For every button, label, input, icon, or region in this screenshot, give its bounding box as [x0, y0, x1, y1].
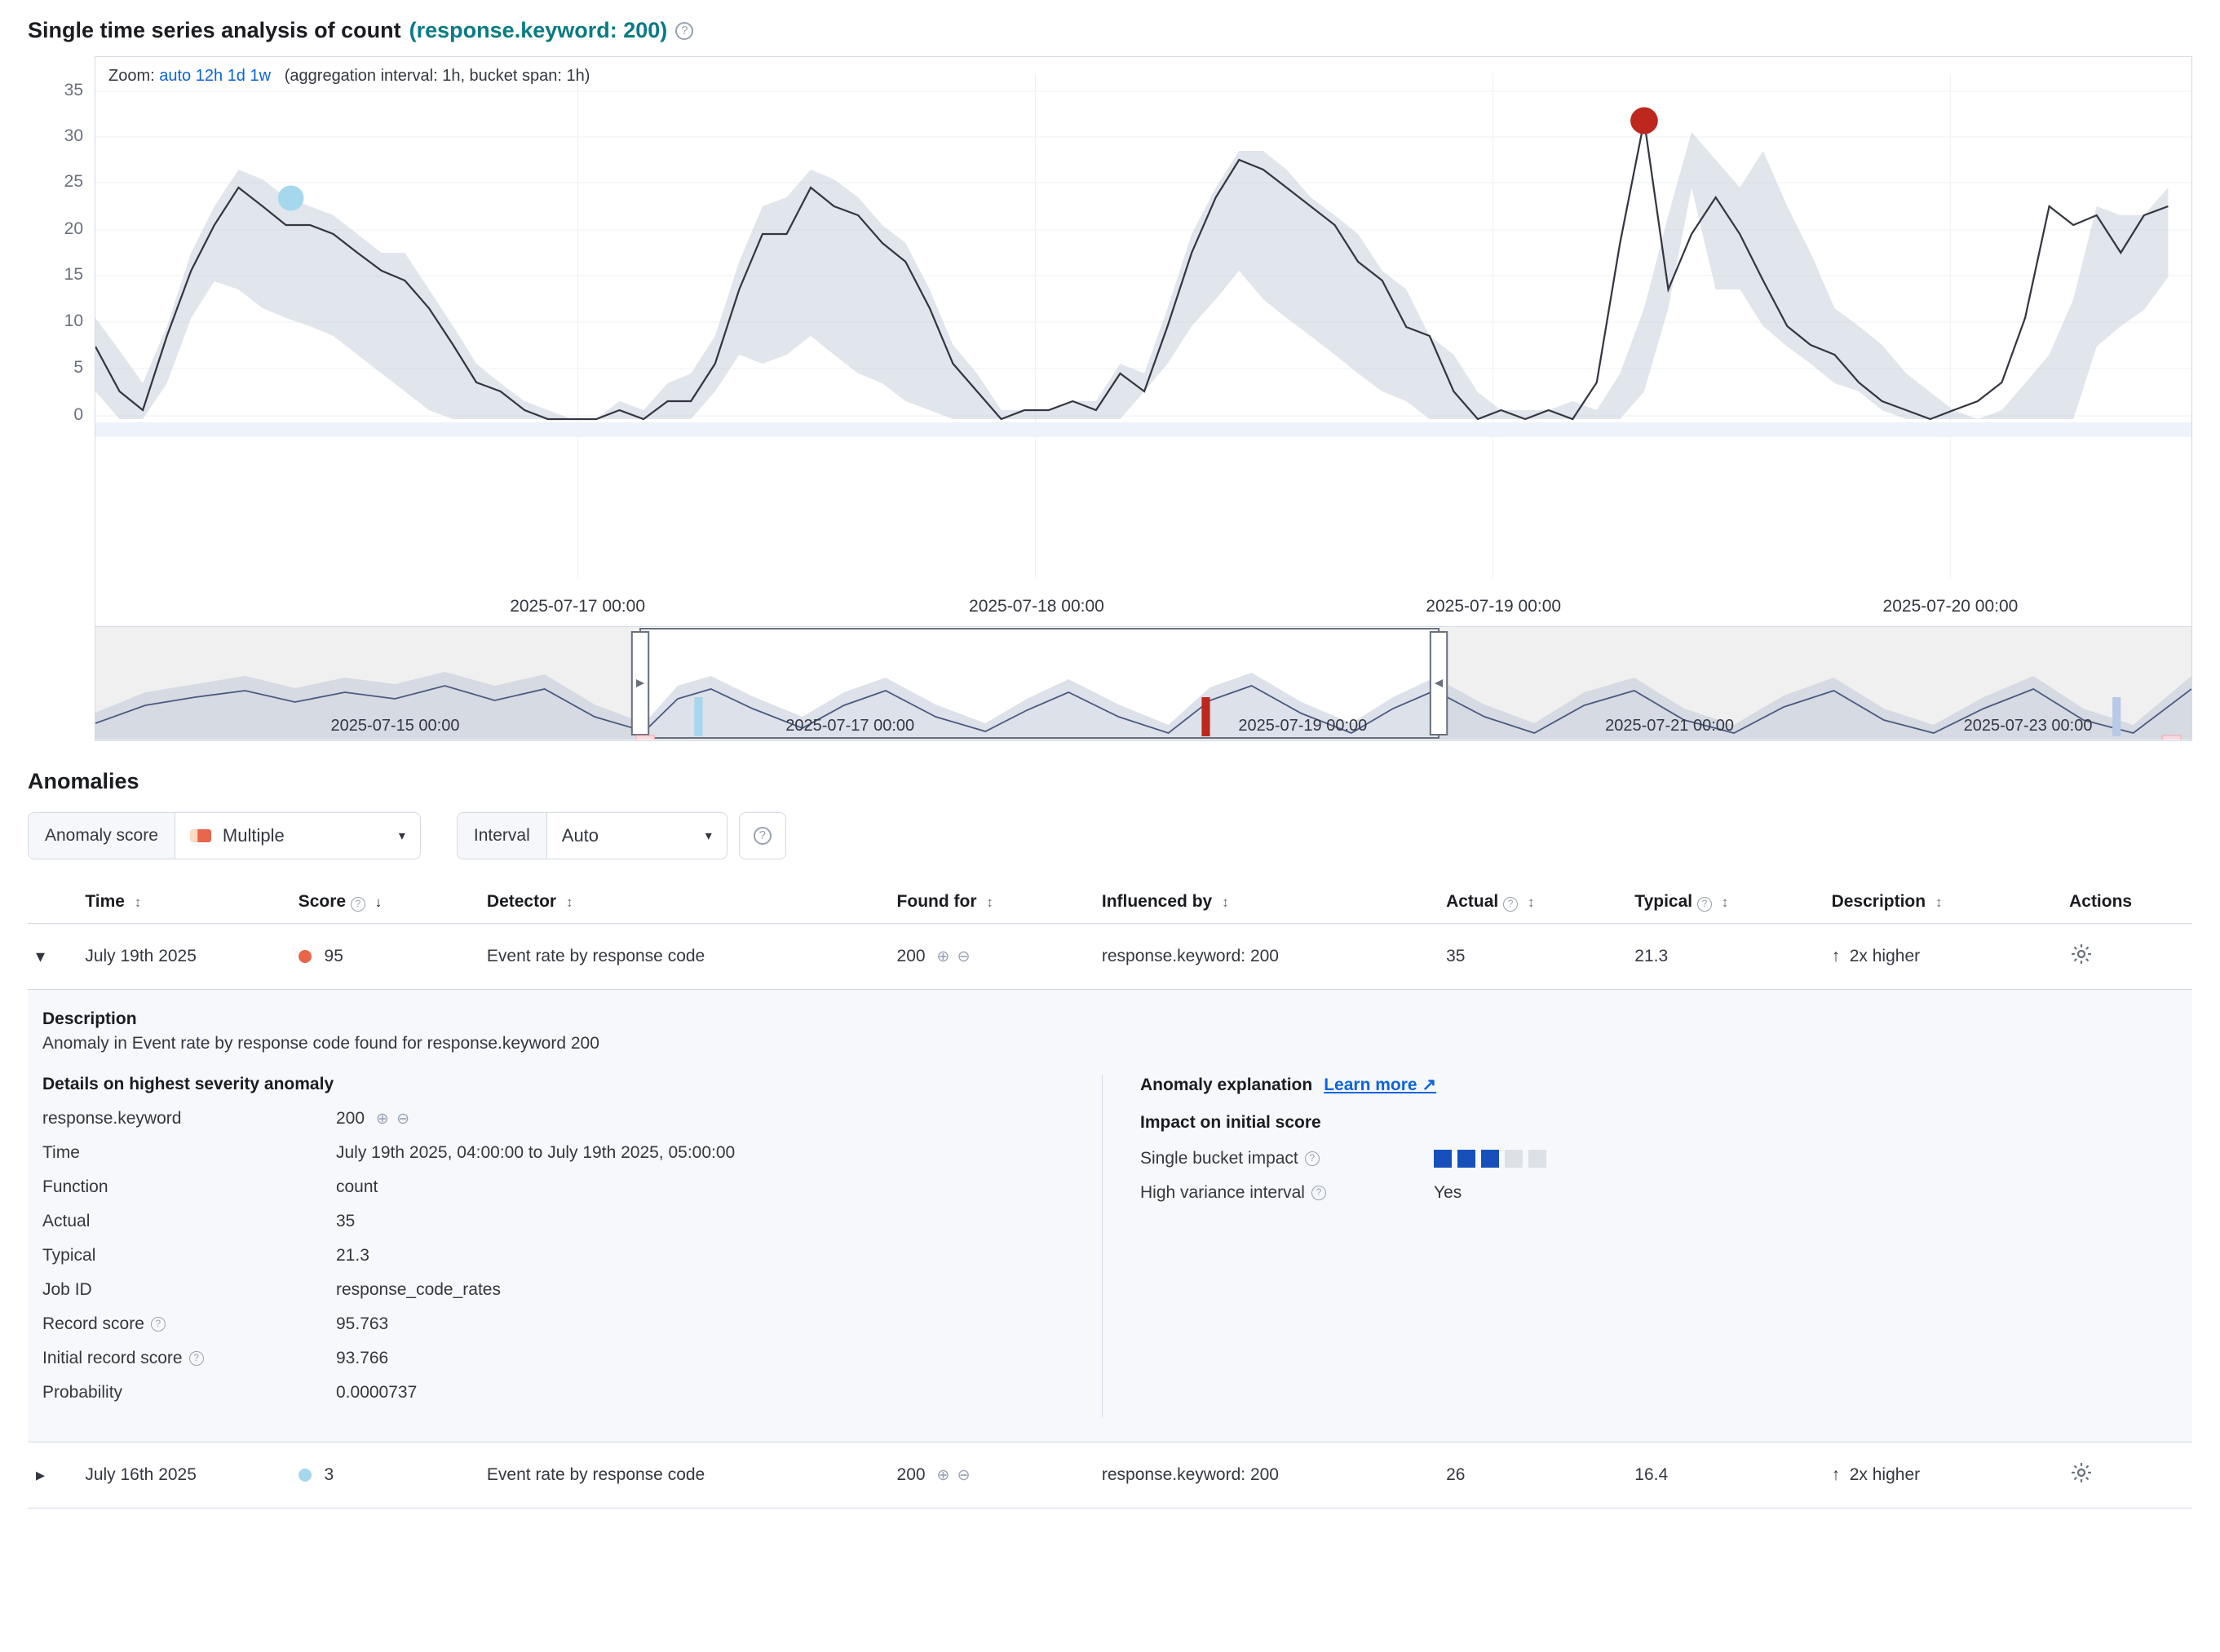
cell-actions[interactable] — [2061, 1442, 2192, 1508]
anomalies-heading: Anomalies — [28, 769, 139, 793]
anomaly-score-select[interactable] — [175, 813, 420, 859]
anomaly-score-label: Anomaly score — [29, 813, 175, 859]
sort-icon[interactable]: ↕ — [1935, 894, 1943, 910]
gear-icon[interactable] — [2069, 1460, 2094, 1485]
column-description[interactable] — [1824, 881, 2062, 924]
detail-field-key: Function — [42, 1177, 108, 1196]
detail-field — [42, 1177, 1077, 1197]
page-title-text: Single time series analysis of count — [28, 18, 401, 42]
impact-label — [1140, 1183, 1434, 1203]
sort-icon[interactable]: ↕ — [1721, 894, 1729, 910]
column-detector[interactable] — [479, 881, 889, 924]
column-influenced-by[interactable] — [1094, 881, 1438, 924]
learn-more-label: Learn more — [1324, 1076, 1417, 1094]
detail-right-column — [1103, 1075, 1546, 1417]
detail-columns — [42, 1075, 2178, 1417]
y-tick: 30 — [64, 126, 83, 145]
sort-icon[interactable]: ↕ — [134, 894, 142, 910]
learn-more-link[interactable] — [1324, 1075, 1436, 1095]
table-row[interactable] — [28, 924, 2192, 990]
interval-label: Interval — [458, 813, 547, 859]
interval-control[interactable] — [457, 812, 727, 859]
anomaly-score-value: Multiple — [222, 825, 285, 846]
help-icon[interactable]: ? — [675, 22, 693, 40]
help-icon[interactable]: ? — [1311, 1186, 1326, 1200]
impact-row-high-variance — [1140, 1183, 1546, 1203]
interval-value: Auto — [561, 825, 599, 846]
help-icon[interactable]: ? — [1305, 1151, 1320, 1166]
timeseries-chart[interactable] — [28, 56, 2192, 627]
detail-field-key — [42, 1314, 336, 1334]
detail-field-key: Typical — [42, 1246, 96, 1265]
detail-field — [42, 1109, 1077, 1129]
impact-bar — [1434, 1150, 1452, 1168]
detail-field-value — [336, 1109, 411, 1129]
navigator-x-labels — [95, 711, 2191, 735]
impact-bar — [1481, 1150, 1499, 1168]
column-label: Influenced by — [1101, 892, 1213, 911]
x-tick: 2025-07-19 00:00 — [1426, 597, 1562, 616]
zoom-level-auto[interactable]: auto — [159, 67, 192, 85]
sort-icon[interactable]: ↕ — [1527, 894, 1535, 910]
impact-bars — [1434, 1150, 1546, 1168]
zoom-level-1w[interactable]: 1w — [250, 67, 272, 85]
gear-icon[interactable] — [2069, 942, 2094, 966]
cell-score — [290, 1442, 479, 1508]
detail-field-value: 35 — [336, 1212, 356, 1230]
chart-plot-area[interactable] — [95, 56, 2192, 627]
chevron-down-icon[interactable]: ▾ — [705, 829, 712, 843]
severity-dot-icon — [299, 950, 312, 963]
anomaly-score-control[interactable] — [28, 812, 421, 859]
trend-up-icon: ↑ — [1831, 947, 1841, 965]
navigator-x-tick: 2025-07-19 00:00 — [1238, 717, 1368, 735]
anomalies-table-body — [28, 924, 2192, 1508]
y-tick: 0 — [73, 405, 83, 424]
detail-field-key: Time — [42, 1143, 80, 1162]
interval-select[interactable] — [547, 813, 727, 859]
detail-field-key: Job ID — [42, 1280, 92, 1299]
cell-score — [290, 924, 479, 990]
column-label: Found for — [896, 892, 977, 911]
x-tick: 2025-07-17 00:00 — [510, 597, 645, 616]
cell-description — [1824, 924, 2062, 990]
detail-details-heading: Details on highest severity anomaly — [42, 1075, 334, 1093]
detail-field — [42, 1383, 1077, 1402]
y-axis — [28, 56, 95, 627]
zoom-controls[interactable] — [108, 67, 590, 86]
impact-bar — [1528, 1150, 1546, 1168]
severity-swatch-icon — [190, 829, 211, 842]
chart-svg — [95, 57, 2191, 626]
filter-for-value-icons[interactable]: ⊕ ⊖ — [375, 1111, 412, 1128]
cell-time: July 19th 2025 — [77, 924, 290, 990]
detail-field — [42, 1280, 1077, 1300]
x-tick: 2025-07-18 00:00 — [969, 597, 1104, 616]
detail-field-value: 95.763 — [336, 1314, 389, 1333]
help-icon[interactable]: ? — [151, 1317, 166, 1332]
detail-field-key-text: Record score — [42, 1314, 144, 1333]
cell-actual: 35 — [1438, 924, 1626, 990]
help-icon[interactable]: ? — [351, 897, 365, 912]
detail-field-key: Actual — [42, 1212, 91, 1230]
zoom-level-1d[interactable]: 1d — [227, 67, 245, 85]
detail-field-value: 0.0000737 — [336, 1383, 418, 1402]
column-label: Typical — [1634, 892, 1693, 911]
impact-row-single-bucket — [1140, 1149, 1546, 1168]
cell-found-for — [889, 924, 1094, 990]
detail-field — [42, 1314, 1077, 1334]
row-expand-toggle[interactable]: ▸ — [28, 1442, 77, 1508]
column-typical[interactable] — [1626, 881, 1823, 924]
sort-icon[interactable]: ↕ — [1222, 894, 1229, 910]
anomaly-marker-critical[interactable] — [1631, 108, 1658, 134]
found-for-value: 200 — [896, 1465, 926, 1484]
sort-icon-desc[interactable]: ↓ — [374, 894, 383, 910]
help-icon[interactable]: ? — [1697, 897, 1712, 912]
row-expand-toggle[interactable]: ▾ — [28, 924, 77, 990]
chart-navigator[interactable] — [28, 627, 2192, 741]
detail-field-value: 21.3 — [336, 1246, 369, 1265]
impact-heading: Impact on initial score — [1140, 1113, 1321, 1132]
detail-field — [42, 1143, 1077, 1163]
column-label: Detector — [486, 892, 557, 911]
x-tick: 2025-07-20 00:00 — [1882, 597, 2019, 616]
zoom-level-12h[interactable]: 12h — [195, 67, 223, 85]
column-label: Score — [298, 892, 347, 911]
cell-time: July 16th 2025 — [77, 1442, 290, 1508]
detail-field — [42, 1212, 1077, 1231]
cell-description — [1824, 1442, 2062, 1508]
anomalies-table-head — [28, 881, 2192, 924]
column-label: Actual — [1446, 892, 1499, 911]
column-score[interactable] — [290, 881, 479, 924]
description-text: 2x higher — [1849, 947, 1921, 965]
column-label: Time — [85, 892, 125, 911]
column-actual[interactable] — [1438, 881, 1626, 924]
score-value: 95 — [324, 947, 343, 965]
detail-container — [28, 990, 2192, 1442]
y-tick: 15 — [64, 265, 83, 284]
help-icon[interactable]: ? — [1503, 897, 1518, 912]
filter-for-value-icons[interactable]: ⊕ ⊖ — [936, 948, 972, 965]
impact-label-text: Single bucket impact — [1140, 1149, 1298, 1168]
table-header-row — [28, 881, 2192, 924]
cell-typical: 21.3 — [1626, 924, 1823, 990]
column-found-for[interactable] — [889, 881, 1094, 924]
chart-baseline-band — [95, 422, 2191, 437]
description-text: 2x higher — [1849, 1465, 1921, 1484]
detail-field-value: count — [336, 1177, 378, 1196]
interval-help-button[interactable] — [739, 812, 786, 859]
detail-left-column — [42, 1075, 1103, 1417]
y-tick: 25 — [64, 172, 83, 191]
page-title-entity: (response.keyword: 200) — [409, 18, 668, 42]
chevron-down-icon[interactable]: ▾ — [398, 829, 405, 843]
column-time[interactable] — [77, 881, 290, 924]
y-tick: 35 — [64, 81, 83, 99]
detail-field-key: Probability — [42, 1383, 123, 1402]
zoom-prefix: Zoom: — [108, 67, 155, 85]
column-label: Description — [1831, 892, 1926, 911]
severity-dot-icon — [299, 1469, 312, 1482]
navigator-area[interactable] — [95, 627, 2192, 741]
navigator-spacer — [28, 627, 95, 741]
sort-icon[interactable]: ↕ — [565, 894, 573, 910]
sort-icon[interactable]: ↕ — [986, 894, 993, 910]
cell-typical: 16.4 — [1626, 1442, 1823, 1508]
impact-bar — [1505, 1150, 1523, 1168]
table-row[interactable] — [28, 1442, 2192, 1508]
found-for-value: 200 — [896, 947, 926, 965]
cell-influenced-by: response.keyword: 200 — [1094, 1442, 1438, 1508]
cell-found-for — [889, 1442, 1094, 1508]
filter-for-value-icons[interactable]: ⊕ ⊖ — [936, 1467, 972, 1484]
detail-description-heading: Description — [42, 1009, 137, 1028]
detail-field-value-text: 200 — [336, 1109, 365, 1128]
navigator-x-tick: 2025-07-21 00:00 — [1605, 717, 1735, 735]
column-label: Actions — [2069, 892, 2133, 911]
anomalies-table — [28, 881, 2192, 1508]
detail-description-text: Anomaly in Event rate by response code found for response.keyword 200 — [42, 1034, 599, 1053]
trend-up-icon: ↑ — [1831, 1465, 1841, 1484]
cell-detector: Event rate by response code — [479, 924, 889, 990]
navigator-x-tick: 2025-07-15 00:00 — [330, 717, 460, 735]
impact-label — [1140, 1149, 1434, 1168]
anomaly-marker-low[interactable] — [278, 186, 303, 210]
aggregation-interval-text: (aggregation interval: 1h, bucket span: 1h) — [284, 67, 590, 85]
cell-detector: Event rate by response code — [479, 1442, 889, 1508]
score-value: 3 — [324, 1465, 334, 1484]
anomalies-controls — [28, 812, 2192, 859]
table-row-detail — [28, 990, 2192, 1442]
y-tick: 20 — [64, 219, 83, 238]
detail-field-key-text: Initial record score — [42, 1349, 183, 1367]
y-tick: 10 — [64, 311, 83, 330]
detail-field-value: 93.766 — [336, 1349, 389, 1367]
page-title — [28, 18, 2192, 43]
detail-field — [42, 1349, 1077, 1368]
navigator-x-tick: 2025-07-23 00:00 — [1963, 717, 2093, 735]
cell-actual: 26 — [1438, 1442, 1626, 1508]
navigator-x-tick: 2025-07-17 00:00 — [785, 717, 915, 735]
help-icon: ? — [754, 827, 772, 845]
detail-field-value: response_code_rates — [336, 1280, 501, 1299]
column-actions — [2061, 881, 2192, 924]
x-axis-labels — [95, 597, 2191, 621]
cell-actions[interactable] — [2061, 924, 2192, 990]
explanation-heading: Anomaly explanation — [1140, 1075, 1313, 1094]
impact-label-text: High variance interval — [1140, 1183, 1305, 1202]
detail-field — [42, 1246, 1077, 1266]
impact-bar — [1457, 1150, 1475, 1168]
detail-field-key: response.keyword — [42, 1109, 182, 1128]
help-icon[interactable]: ? — [189, 1351, 204, 1366]
detail-field-key — [42, 1349, 336, 1368]
external-link-icon: ↗ — [1422, 1076, 1437, 1094]
anomaly-detail — [28, 990, 2192, 1442]
y-tick: 5 — [73, 358, 83, 377]
detail-field-value: July 19th 2025, 04:00:00 to July 19th 2025, 05:00:00 — [336, 1143, 736, 1162]
impact-value: Yes — [1434, 1183, 1462, 1202]
cell-influenced-by: response.keyword: 200 — [1094, 924, 1438, 990]
